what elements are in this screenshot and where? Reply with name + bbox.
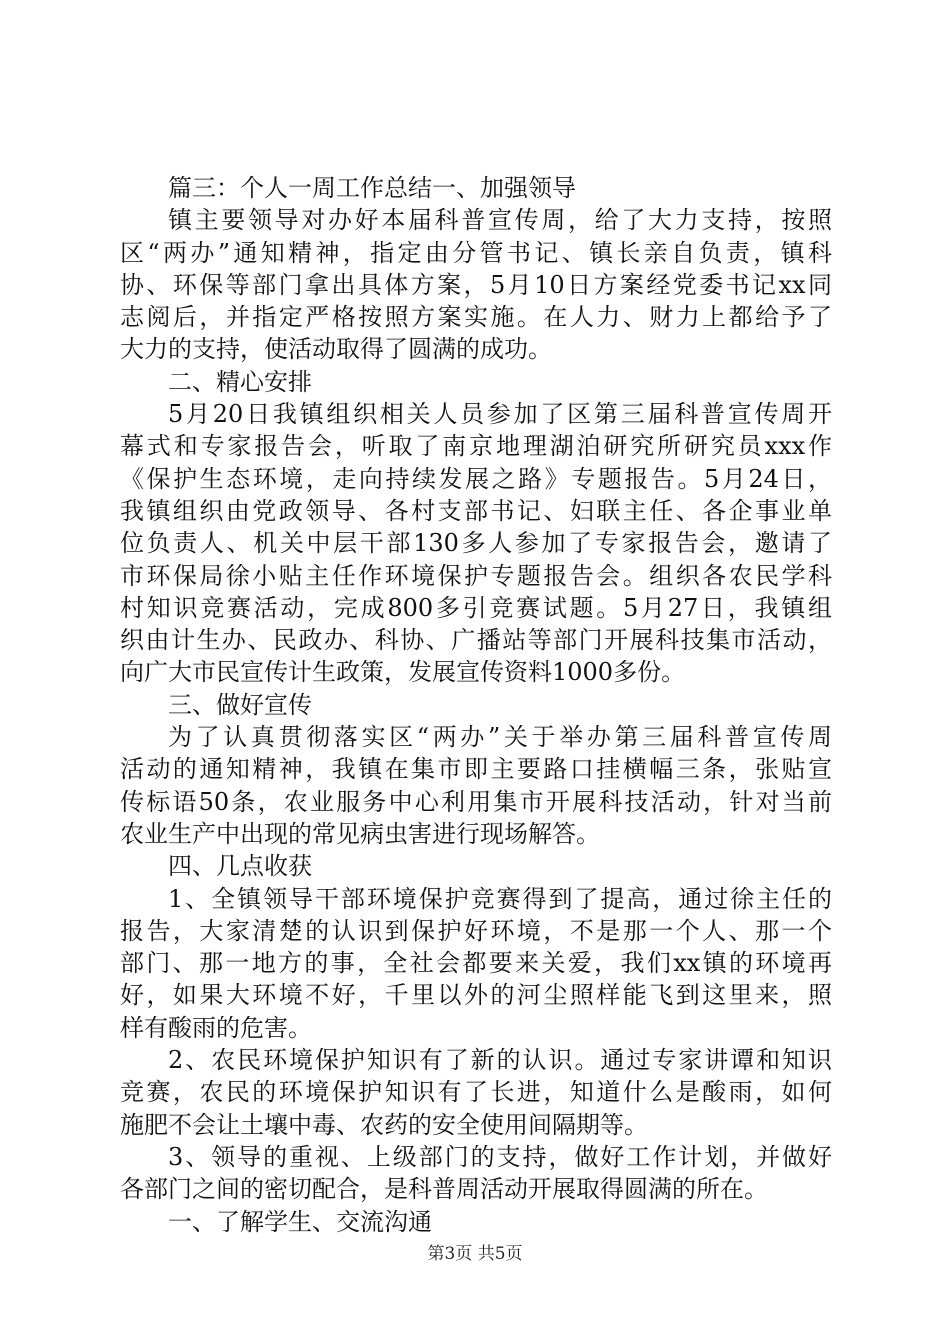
text-line: 志阅后，并指定严格按照方案实施。在人力、财力上都给予了: [120, 303, 832, 332]
text-line: 3、领导的重视、上级部门的支持，做好工作计划，并做好: [168, 1142, 832, 1171]
document-body: [120, 172, 832, 1238]
text-line: 区“两办”通知精神，指定由分管书记、镇长亲自负责，镇科: [120, 238, 832, 267]
text-line: 传标语50条，农业服务中心利用集市开展科技活动，针对当前: [120, 787, 832, 816]
text-line: 活动的通知精神，我镇在集市即主要路口挂横幅三条，张贴宣: [120, 755, 832, 784]
page-footer: 第3页 共5页: [427, 1244, 523, 1264]
text-line: 二、精心安排: [168, 367, 312, 396]
text-line: 协、环保等部门拿出具体方案，5月10日方案经党委书记xx同: [120, 270, 832, 299]
text-line: 1、全镇领导干部环境保护竞赛得到了提高，通过徐主任的: [168, 884, 832, 913]
text-line: 样有酸雨的危害。: [120, 1013, 312, 1042]
text-line: 大力的支持，使活动取得了圆满的成功。: [120, 335, 552, 364]
text-line: 四、几点收获: [168, 852, 312, 881]
text-line: 镇主要领导对办好本届科普宣传周，给了大力支持，按照: [168, 206, 832, 235]
text-line: 竞赛，农民的环境保护知识有了长进，知道什么是酸雨，如何: [120, 1078, 832, 1107]
text-line: 我镇组织由党政领导、各村支部书记、妇联主任、各企事业单: [120, 496, 832, 525]
text-line: 好，如果大环境不好，千里以外的河尘照样能飞到这里来，照: [120, 981, 832, 1010]
text-line: 施肥不会让土壤中毒、农药的安全使用间隔期等。: [120, 1110, 648, 1139]
text-line: 《保护生态环境，走向持续发展之路》专题报告。5月24日，: [120, 464, 832, 493]
text-line: 织由计生办、民政办、科协、广播站等部门开展科技集市活动，: [120, 626, 832, 655]
text-line: 篇三：个人一周工作总结一、加强领导: [168, 174, 576, 202]
text-line: 各部门之间的密切配合，是科普周活动开展取得圆满的所在。: [120, 1175, 768, 1204]
text-line: 一、了解学生、交流沟通: [168, 1207, 432, 1236]
text-line: 部门、那一地方的事，全社会都要来关爱，我们xx镇的环境再: [120, 949, 832, 978]
text-line: 报告，大家清楚的认识到保护好环境，不是那一个人、那一个: [120, 916, 832, 945]
text-line: 5月20日我镇组织相关人员参加了区第三届科普宣传周开: [168, 400, 832, 429]
text-line: 向广大市民宣传计生政策，发展宣传资料1000多份。: [120, 658, 686, 687]
text-line: 为了认真贯彻落实区“两办”关于举办第三届科普宣传周: [168, 723, 832, 752]
text-line: 2、农民环境保护知识有了新的认识。通过专家讲谭和知识: [168, 1046, 832, 1075]
text-line: 市环保局徐小贴主任作环境保护专题报告会。组织各农民学科: [120, 561, 832, 590]
text-line: 位负责人、机关中层干部130多人参加了专家报告会，邀请了: [120, 529, 832, 558]
text-line: 幕式和专家报告会，听取了南京地理湖泊研究所研究员xxx作: [120, 432, 832, 461]
text-line: 三、做好宣传: [168, 690, 312, 719]
text-line: 农业生产中出现的常见病虫害进行现场解答。: [120, 819, 600, 848]
text-line: 村知识竞赛活动，完成800多引竞赛试题。5月27日，我镇组: [120, 593, 832, 622]
